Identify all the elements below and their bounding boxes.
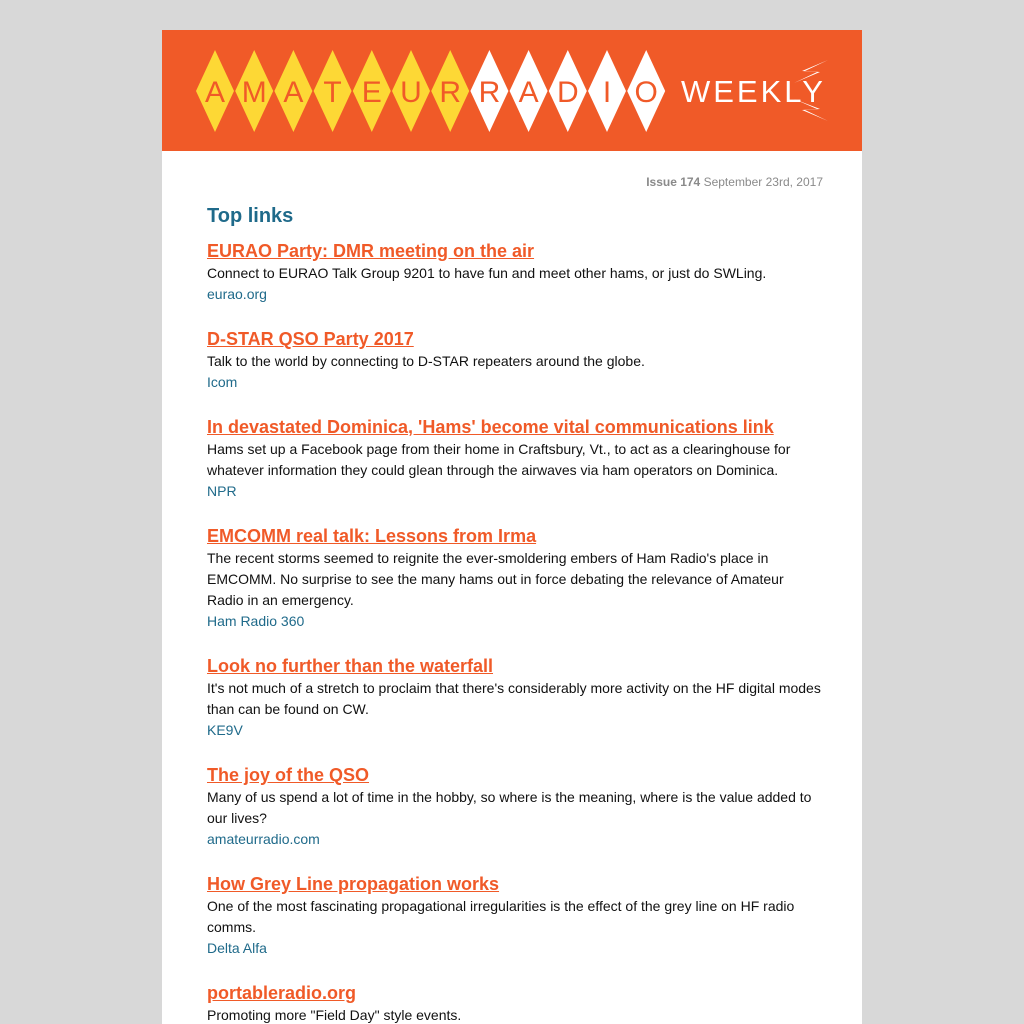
logo-letter: A bbox=[283, 76, 304, 109]
logo-letter: R bbox=[439, 76, 462, 109]
article-list bbox=[207, 240, 822, 1024]
article-source-link[interactable]: NPR bbox=[207, 483, 237, 499]
article-source-link[interactable]: Icom bbox=[207, 374, 238, 390]
issue-date: September 23rd, 2017 bbox=[703, 175, 823, 189]
header-banner bbox=[162, 30, 862, 151]
article-description: Hams set up a Facebook page from their home in Craftsbury, Vt., to act as a clearinghouse for whatever information they could glean through the airwaves via ham operators on Dominica. bbox=[207, 441, 791, 478]
article-description: Promoting more "Field Day" style events. bbox=[207, 1007, 462, 1023]
article-title-link[interactable]: In devastated Dominica, 'Hams' become vital communications link bbox=[207, 417, 774, 437]
article-description: It's not much of a stretch to proclaim that there's considerably more activity on the HF digital modes than can be found on CW. bbox=[207, 680, 821, 717]
logo-letter: I bbox=[602, 76, 612, 109]
logo-letter: D bbox=[556, 76, 579, 109]
article-source-link[interactable]: Ham Radio 360 bbox=[207, 613, 305, 629]
article-item bbox=[207, 982, 822, 1024]
article-source-link[interactable]: KE9V bbox=[207, 722, 243, 738]
section-title: Top links bbox=[207, 205, 294, 227]
article-item bbox=[207, 873, 822, 959]
logo-letter: U bbox=[400, 76, 422, 109]
article-item bbox=[207, 240, 822, 305]
article-description: Talk to the world by connecting to D-STAR repeaters around the globe. bbox=[207, 353, 645, 369]
amateur-radio-weekly-logo bbox=[162, 30, 862, 151]
article-description: One of the most fascinating propagational irregularities is the effect of the grey line on HF radio comms. bbox=[207, 898, 795, 935]
article-title-link[interactable]: portableradio.org bbox=[207, 983, 357, 1003]
article-source-link[interactable]: eurao.org bbox=[207, 286, 267, 302]
article-title-link[interactable]: EMCOMM real talk: Lessons from Irma bbox=[207, 526, 537, 546]
article-title-link[interactable]: How Grey Line propagation works bbox=[207, 874, 500, 894]
article-title-link[interactable]: D-STAR QSO Party 2017 bbox=[207, 329, 414, 349]
newsletter-page bbox=[162, 30, 862, 1024]
article-item bbox=[207, 416, 822, 502]
article-item bbox=[207, 764, 822, 850]
article-item bbox=[207, 655, 822, 741]
logo-letter: T bbox=[323, 76, 342, 109]
article-title-link[interactable]: Look no further than the waterfall bbox=[207, 656, 494, 676]
article-item bbox=[207, 328, 822, 393]
article-title-link[interactable]: The joy of the QSO bbox=[207, 765, 370, 785]
article-item bbox=[207, 525, 822, 632]
article-description: Connect to EURAO Talk Group 9201 to have fun and meet other hams, or just do SWLing. bbox=[207, 265, 767, 281]
logo-weekly-text: WEEKLY bbox=[681, 74, 826, 109]
logo-letter: O bbox=[634, 76, 658, 109]
logo-letter: A bbox=[518, 76, 539, 109]
logo-letter: A bbox=[204, 76, 226, 109]
logo-letter: R bbox=[478, 76, 501, 109]
article-source-link[interactable]: amateurradio.com bbox=[207, 831, 320, 847]
logo-letter: E bbox=[361, 76, 382, 109]
issue-info bbox=[646, 175, 823, 189]
issue-number: Issue 174 bbox=[646, 175, 701, 189]
article-description: Many of us spend a lot of time in the hobby, so where is the meaning, where is the value added to our lives? bbox=[207, 789, 812, 826]
article-title-link[interactable]: EURAO Party: DMR meeting on the air bbox=[207, 241, 535, 261]
article-source-link[interactable]: Delta Alfa bbox=[207, 940, 267, 956]
article-description: The recent storms seemed to reignite the ever-smoldering embers of Ham Radio's place in EMCOMM. No surprise to see the many hams out in force debating the relevance of Amateur Radio in an emergency. bbox=[207, 550, 784, 608]
logo-letter: M bbox=[241, 76, 267, 109]
